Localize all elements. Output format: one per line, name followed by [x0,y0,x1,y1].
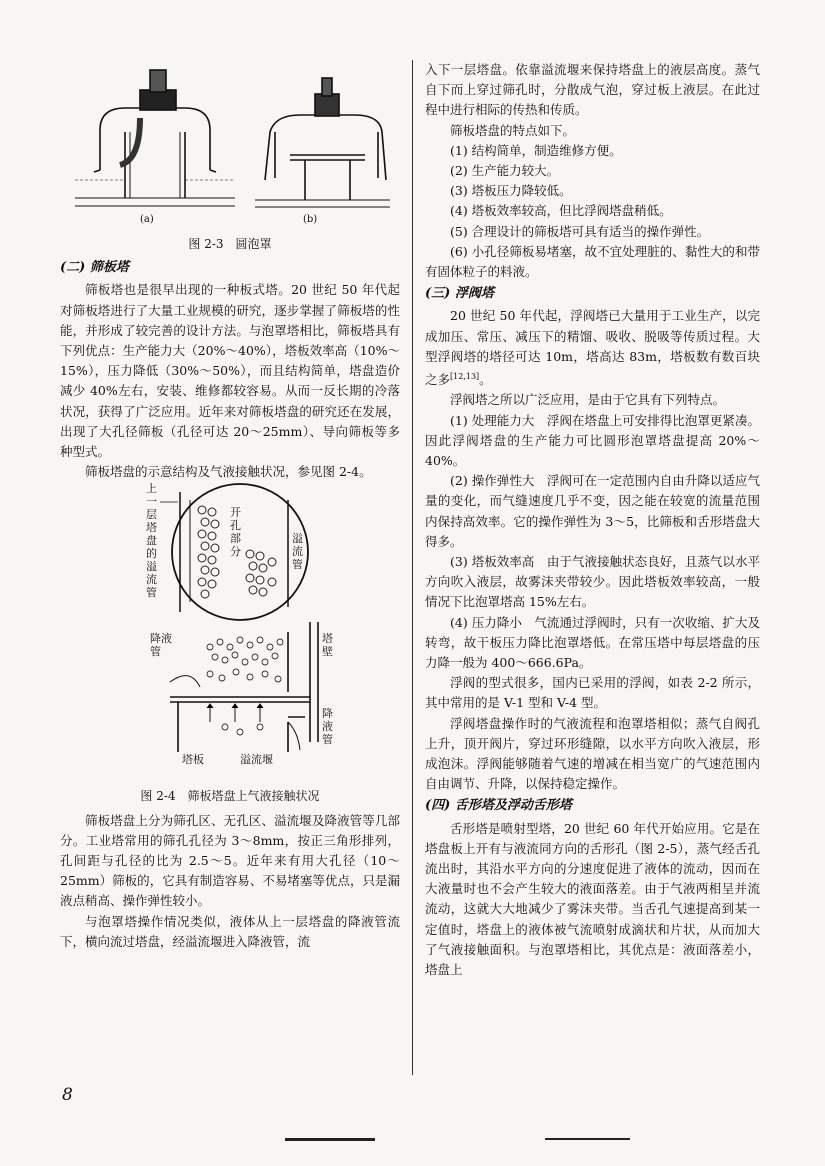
page-number: 8 [62,1085,73,1105]
label-downcomer-left: 降液管 [150,632,172,659]
scan-artifact [285,1138,375,1141]
scan-artifact [545,1138,630,1140]
label-upper-downcomer: 上一层塔盘的溢流管 [146,482,157,600]
paragraph: 筛板塔盘的示意结构及气液接触状况，参见图 2-4。 [85,464,372,480]
section-heading-sieve: (二) 筛板塔 [60,260,129,276]
label-tray: 塔板 [182,753,204,767]
column-divider [412,60,413,1075]
paragraph: 入下一层塔盘。依靠溢流堰来保持塔盘上的液层高度。蒸气自下而上穿过筛孔时，分散成气泡，穿过板上液层。在此过程中进行相际的传热和传质。 [425,62,760,118]
label-overflow-pipe: 溢流管 [292,532,303,572]
right-column [425,60,760,980]
figure-2-4 [60,482,400,782]
paragraph: (1) 处理能力大 浮阀在塔盘上可安排得比泡罩更紧凑。因此浮阀塔盘的生产能力可比圆形泡罩塔盘提高 20%～40%。 [425,412,760,469]
paragraph: (4) 压力降小 气流通过浮阀时，只有一次收缩、扩大及转弯，故干板压力降比泡罩塔低。在常压塔中每层塔盘的压力降一般为 400～666.6Pa。 [425,614,760,671]
feature-item: (5) 合理设计的筛板塔可具有适当的操作弹性。 [450,223,710,239]
feature-item: (2) 生产能力较大。 [450,163,560,179]
paragraph-end: 。 [479,372,492,388]
paragraph: 浮阀的型式很多，国内已采用的浮阀，如表 2-2 所示，其中常用的是 V-1 型和 V-4 型。 [425,675,760,711]
label-perforated-area: 开孔部分 [230,506,241,559]
paragraph: 筛板塔也是很早出现的一种板式塔。20 世纪 50 年代起对筛板塔进行了大量工业规模的研究，逐步掌握了筛板塔的性能，并形成了较完善的设计方法。与泡罩塔相比，筛板塔具有下列优点：生产能力大（20%～40%），塔板效率高（10%～15%），压力降低（30%～50%），而且结构简单，塔盘造价减少 40%左右，安装、维修都较容易。从而一反长期的冷落状况，获得了广泛应用。近年来对筛板塔盘的研究还在发展，出现了大孔径筛板（孔径可达 20～25mm）、导向筛板等多种型式。 [60,282,400,460]
paragraph: 舌形塔是喷射型塔，20 世纪 60 年代开始应用。它是在塔盘板上开有与液流同方向的舌形孔（图 2-5），蒸气经舌孔流出时，其沿水平方向的分速度促进了液体的流动，因而在大液量时也不会产生较大的液面落差。由于气液两相呈并流流动，这就大大地减少了雾沫夹带。当舌孔气速提高到某一定值时，塔盘上的液体被气流喷射成滴状和片状，从而加大了气液接触面积。与泡罩塔相比，其优点是：液面落差小，塔盘上 [425,820,760,978]
paragraph: 筛板塔盘上分为筛孔区、无孔区、溢流堰及降液管等几部分。工业塔常用的筛孔孔径为 3～8mm，按正三角形排列，孔间距与孔径的比为 2.5～5。近年来有用大孔径（10～25mm）筛板的，它具有制造容易、不易堵塞等优点，只是漏液点稍高、操作弹性较小。 [60,812,400,909]
label-downcomer-right: 降液管 [322,707,333,747]
left-column [60,60,400,952]
paragraph: (2) 操作弹性大 浮阀可在一定范围内自由升降以适应气量的变化，而气缝速度几乎不变，因之能在较宽的流量范围内保持高效率。它的操作弹性为 3～5，比筛板和舌形塔盘大得多。 [425,473,760,549]
figure-2-4-caption: 图 2-4 筛板塔盘上气液接触状况 [140,789,320,804]
bubble-cap-drawing [70,60,390,220]
paragraph: 与泡罩塔操作情况类似，液体从上一层塔盘的降液管流下，横向流过塔盘，经溢流堰进入降液管，流 [60,913,400,949]
section-heading-valve: (三) 浮阀塔 [425,286,494,302]
paragraph: (3) 塔板效率高 由于气液接触状态良好，且蒸气以水平方向吹入液层，故雾沫夹带较少。因此塔板效率较高，一般情况下比泡罩塔高 15%左右。 [425,554,760,610]
feature-item: (1) 结构简单，制造维修方便。 [450,142,622,158]
section-heading-tongue: (四) 舌形塔及浮动舌形塔 [425,798,572,814]
paragraph: 浮阀塔之所以广泛应用，是由于它具有下列特点。 [450,392,726,408]
figure-2-3 [60,60,400,225]
label-weir: 溢流堰 [240,753,273,767]
features-intro: 筛板塔盘的特点如下。 [450,122,576,138]
feature-item: (3) 塔板压力降较低。 [450,183,572,199]
feature-item: (6) 小孔径筛板易堵塞，故不宜处理脏的、黏性大的和带有固体粒子的料液。 [425,243,760,280]
paragraph: 浮阀塔盘操作时的气液流程和泡罩塔相似；蒸气自阀孔上升，顶开阀片，穿过环形缝隙，以水平方向吹入液层，形成泡沫。浮阀能够随着气速的增减在相当宽广的气速范围内自由调节、升降，以保持稳定操作。 [425,715,760,792]
figure-2-3-caption: 图 2-3 圆泡罩 [188,237,272,251]
figure-2-3-label-b: (b) [303,214,318,225]
paragraph-text: 20 世纪 50 年代起，浮阀塔已大量用于工业生产，以完成加压、常压、减压下的精馏、吸收、脱吸等传质过程。大型浮阀塔的塔径可达 10m，塔高达 83m，塔板数有数百块之多 [425,308,760,388]
feature-item: (4) 塔板效率较高，但比浮阀塔盘稍低。 [450,203,672,219]
figure-2-3-label-a: (a) [140,214,154,225]
paragraph [425,306,760,390]
label-tower-wall: 塔壁 [322,632,333,659]
citation: [12,13] [450,372,480,382]
